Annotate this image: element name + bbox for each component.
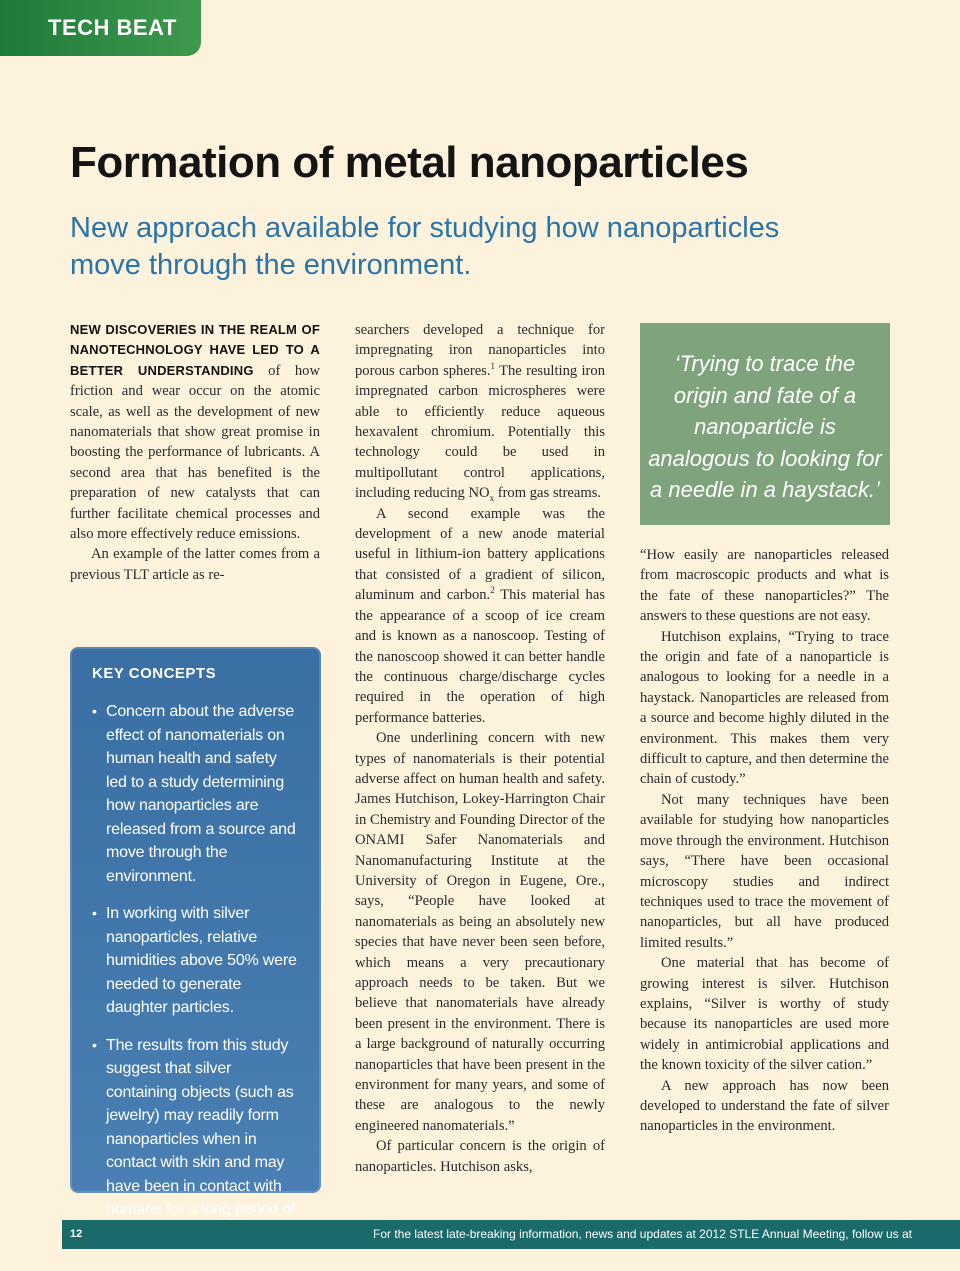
key-concept-item: • Concern about the adverse effect of nanomaterials on human health and safety led to a study determining how nanoparticles are released from a source and move through the environment. [92,700,301,888]
col2-p1-text-c: from gas streams. [494,485,602,502]
col3-paragraph-1: “How easily are nanoparticles released from macroscopic products and what is the fate of these nanoparticles?” The answers to these questions are not easy. [640,547,889,625]
col3-paragraph-4: One material that has become of growing interest is silver. Hutchison explains, “Silver is worthy of study because its nanoparticles are used more widely in antimicrobial applications and the known toxicity of the silver cation.” [640,955,889,1074]
lead-in-caps: NEW DISCOVERIES IN THE REALM OF NANOTECHNOLOGY HAVE LED TO A BETTER UNDERSTANDING [70,322,320,378]
col2-p1-text-a: searchers developed a technique for impregnating iron nanoparticles into porous carbon spheres. [355,322,605,379]
column-1 [70,320,320,585]
col2-p2-text-b: This material has the appearance of a scoop of ice cream and is known as a nanoscoop. Testing of the nanoscoop showed it can better handle the continuous charge/discharge cycles required in the operation of high performance batteries. [355,587,605,726]
article-title: Formation of metal nanoparticles [70,138,749,187]
col2-paragraph-3: One underlining concern with new types of nanomaterials is their potential adverse affect on human health and safety. James Hutchison, Lokey-Harrington Chair in Chemistry and Founding Director of the ONAMI Safer Nanomaterials and Nanomanufacturing Institute at the University of Oregon in Eugene, Ore., says, “People have looked at nanomaterials as being an absolutely new species that have never been seen before, which means a very precautionary approach needs to be taken. But we believe that nanomaterials have already been present in the environment. There is a large background of naturally occurring nanoparticles that have been present in the environment for many years, and some of these are analogous to the newly engineered nanomaterials.” [355,730,605,1134]
col3-paragraph-2: Hutchison explains, “Trying to trace the origin and fate of a nanoparticle is analogous to looking for a needle in a haystack. Nanoparticles are released from a source and become highly diluted in the environment. This makes them very difficult to capture, and then determine the chain of custody.” [640,628,889,788]
col2-paragraph-1 [355,320,605,504]
key-concepts-box [70,647,321,1218]
reference-2: 2 [490,585,495,596]
column-3 [640,545,889,1137]
section-tab: TECH BEAT [0,0,201,56]
key-concepts-title: KEY CONCEPTS [92,665,217,682]
col1-paragraph-1-text: of how friction and wear occur on the atomic scale, as well as the development of new nanomaterials that show great promise in boosting the performance of lubricants. A second area that has benefited is the preparation of new catalysts that can further facilitate chemical processes and also more effectively reduce emissions. [70,362,320,543]
footer-text: For the latest late-breaking information, news and updates at 2012 STLE Annual Meeting, follow us at [373,1227,912,1241]
col1-paragraph-1 [70,320,320,544]
key-concept-item: • In working with silver nanoparticles, relative humidities above 50% were needed to generate daughter particles. [92,902,301,1020]
col2-paragraph-4: Of particular concern is the origin of nanoparticles. Hutchison asks, [355,1138,605,1175]
col2-p1-text-b: The resulting iron impregnated carbon microspheres were able to efficiently reduce aqueous hexavalent chromium. Potentially this technology could be used in multipollutant control applications, including reducing NO [355,362,605,502]
key-concept-item: • The results from this study suggest that silver containing objects (such as jewelry) may readily form nanoparticles when in contact with skin and may have been in contact with humans for a long period of [92,1034,301,1246]
col1-paragraph-2: An example of the latter comes from a previous TLT article as re- [70,546,320,583]
column-2 [355,320,605,1177]
nox-subscript: x [489,493,495,504]
col2-paragraph-2 [355,504,605,728]
col3-paragraph-3: Not many techniques have been available for studying how nanoparticles move through the environment. Hutchison says, “There have been occasional microscopy studies and indirect techniques used to trace the movement of nanoparticles, but all have produced limited results.” [640,791,889,951]
article-subtitle: New approach available for studying how nanoparticles move through the environment. [70,212,780,281]
col2-p2-text-a: A second example was the development of a new anode material useful in lithium-ion battery applications that consisted of a gradient of silicon, aluminum and carbon. [355,505,605,604]
reference-1: 1 [490,360,496,371]
key-concepts-list [92,700,301,1245]
col3-paragraph-5: A new approach has now been developed to understand the fate of silver nanoparticles in the environment. [640,1077,889,1135]
pull-quote: ‘Trying to trace the origin and fate of a nanoparticle is analogous to looking for a needle in a haystack.’ [640,323,890,525]
footer-bar [62,1220,960,1249]
page-number: 12 [70,1228,83,1240]
